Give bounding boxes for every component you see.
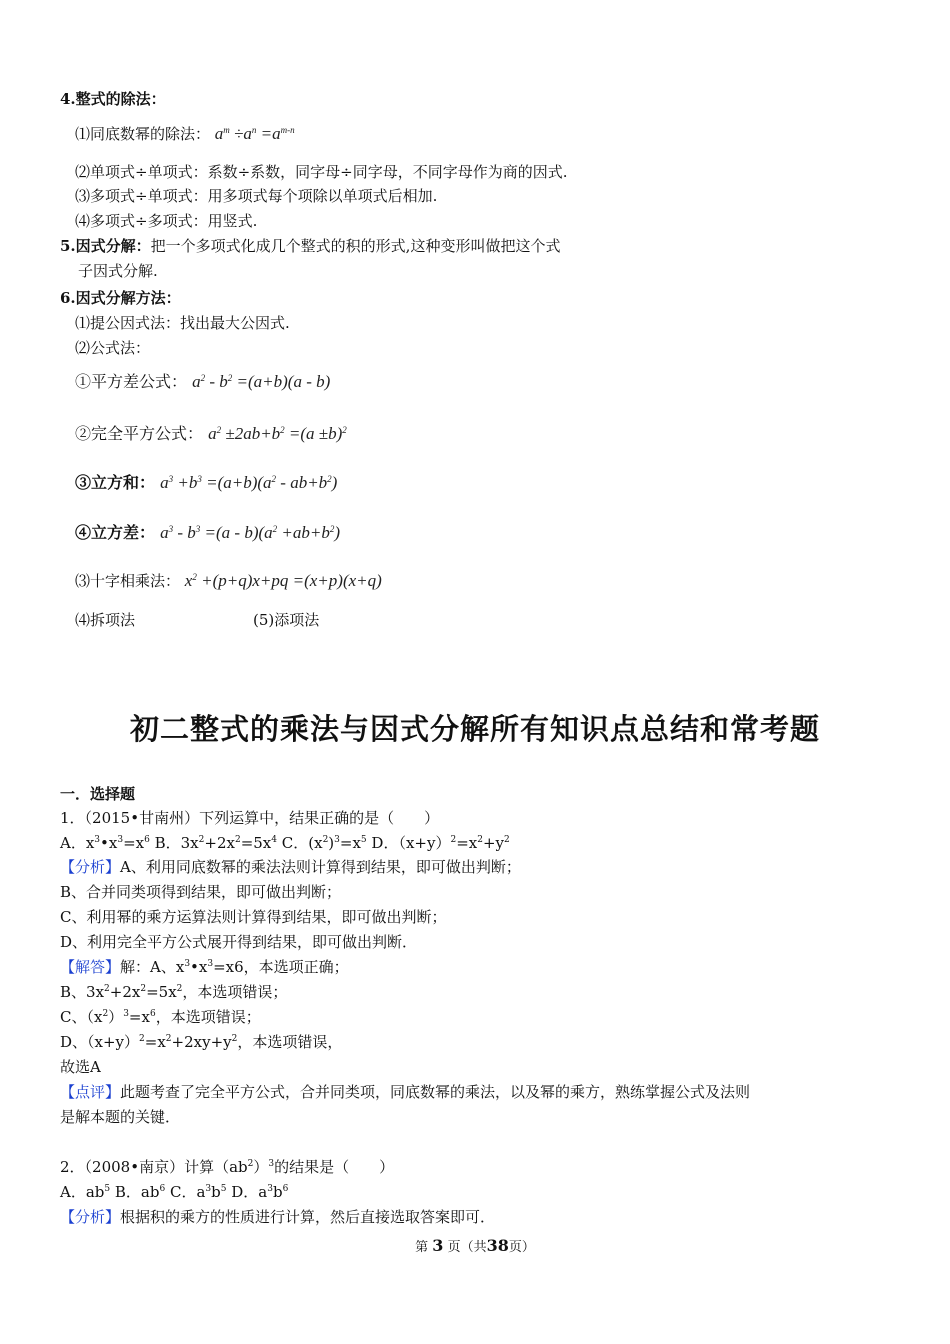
page-total: 38 bbox=[486, 1236, 509, 1255]
section-heading: 一．选择题 bbox=[60, 785, 136, 803]
division-formula: $a^m \div a^n =a^{m-n}$ bbox=[214, 124, 295, 143]
q2-stem: 2．（2008•南京）计算$(ab^2)^3$的结果是（ ） bbox=[60, 1158, 395, 1176]
formula-label: ⑶十字相乘法： bbox=[75, 572, 181, 590]
page-number: 3 bbox=[432, 1236, 444, 1255]
formula-diff-cubes bbox=[75, 523, 340, 543]
page-footer: 第 3 页（共38页） bbox=[415, 1236, 535, 1255]
formula-label: ①平方差公式： bbox=[75, 372, 188, 391]
q1-answer-final: 故选A bbox=[60, 1058, 101, 1076]
formula-sum-cubes bbox=[75, 473, 337, 493]
formula-expression: $x^2 +(p+q)x+pq =(x+p)(x+q)$ bbox=[184, 571, 382, 590]
factor-line2: 子因式分解. bbox=[78, 262, 158, 280]
formula-expression: $a^2 - b^2 =(a+b)(a - b)$ bbox=[192, 372, 331, 391]
methods-heading: 6.因式分解方法： bbox=[60, 289, 181, 307]
rule-label: ⑴同底数幂的除法： bbox=[75, 125, 211, 143]
q1-answer-d: D、$(x+y)^2=x^2+2xy+y^2$，本选项错误， bbox=[60, 1033, 343, 1051]
comment-tag: 【点评】 bbox=[60, 1083, 121, 1101]
method-cross-multiplication bbox=[75, 571, 382, 591]
q2-options: A．$ab^5$ B．$ab^6$ C．$a^3b^5$ D．$a^3b^6$ bbox=[60, 1183, 289, 1201]
formula-expression: $a^3 - b^3 =(a - b)(a^2 +ab+b^2)$ bbox=[160, 523, 341, 542]
q1-analysis-b: B、合并同类项得到结果，即可做出判断； bbox=[60, 883, 342, 901]
factor-line1: 把一个多项式化成几个整式的积的形式,这种变形叫做把这个式 bbox=[150, 237, 561, 255]
formula-perfect-square bbox=[75, 424, 347, 444]
rule-poly-div-poly: ⑷多项式÷多项式：用竖式. bbox=[75, 212, 258, 230]
q1-comment-cont: 是解本题的关键． bbox=[60, 1108, 181, 1126]
formula-expression: $a^3 +b^3 =(a+b)(a^2 - ab+b^2)$ bbox=[160, 473, 338, 492]
q1-answer-a: 【解答】解：A、$x^3•x^3=x6$，本选项正确； bbox=[60, 958, 349, 976]
q1-options: A．$x^3•x^3=x^6$ B．$3x^2+2x^2=5x^4$ C．$(x^2)^3=x^5$ D．$(x+y)^2=x^2+y^2$ bbox=[60, 834, 510, 852]
rule-same-base-division bbox=[75, 124, 295, 144]
formula-label: ④立方差： bbox=[75, 523, 156, 542]
q1-stem: 1．（2015•甘南州）下列运算中，结果正确的是（ ） bbox=[60, 809, 440, 827]
q1-comment: 【点评】此题考查了完全平方公式，合并同类项，同底数幂的乘法，以及幂的乘方，熟练掌握公式及法则 bbox=[60, 1083, 751, 1101]
q1-analysis-a: 【分析】A、利用同底数幂的乘法法则计算得到结果，即可做出判断； bbox=[60, 858, 521, 876]
formula-label: ③立方和： bbox=[75, 473, 156, 492]
method-split-term: ⑷拆项法 bbox=[75, 611, 136, 629]
analysis-tag: 【分析】 bbox=[60, 858, 121, 876]
page-title: 初二整式的乘法与因式分解所有知识点总结和常考题 bbox=[129, 712, 820, 746]
rule-poly-div-mono: ⑶多项式÷单项式：用多项式每个项除以单项式后相加. bbox=[75, 187, 438, 205]
formula-diff-squares bbox=[75, 372, 330, 392]
division-heading: 4.整式的除法： bbox=[60, 90, 166, 108]
q2-analysis: 【分析】根据积的乘方的性质进行计算，然后直接选取答案即可． bbox=[60, 1208, 496, 1226]
factor-term: 5.因式分解： bbox=[60, 237, 151, 255]
method-add-term: (5)添项法 bbox=[253, 611, 320, 629]
q1-analysis-c: C、利用幂的乘方运算法则计算得到结果，即可做出判断； bbox=[60, 908, 447, 926]
answer-tag: 【解答】 bbox=[60, 958, 121, 976]
q1-answer-b: B、$3x^2+2x^2=5x^2$，本选项错误； bbox=[60, 983, 288, 1001]
rule-mono-div-mono: ⑵单项式÷单项式：系数÷系数，同字母÷同字母，不同字母作为商的因式. bbox=[75, 163, 568, 181]
q1-answer-c: C、$(x^2)^3=x^6$，本选项错误； bbox=[60, 1008, 261, 1026]
formula-label: ②完全平方公式： bbox=[75, 424, 204, 443]
formula-expression: $a^2 \pm 2ab+b^2 =(a \pm b)^2$ bbox=[208, 424, 347, 443]
analysis-tag: 【分析】 bbox=[60, 1208, 121, 1226]
method-common-factor: ⑴提公因式法：找出最大公因式. bbox=[75, 314, 290, 332]
factor-definition bbox=[60, 237, 560, 255]
method-formula: ⑵公式法： bbox=[75, 339, 151, 357]
q1-analysis-d: D、利用完全平方公式展开得到结果，即可做出判断． bbox=[60, 933, 418, 951]
